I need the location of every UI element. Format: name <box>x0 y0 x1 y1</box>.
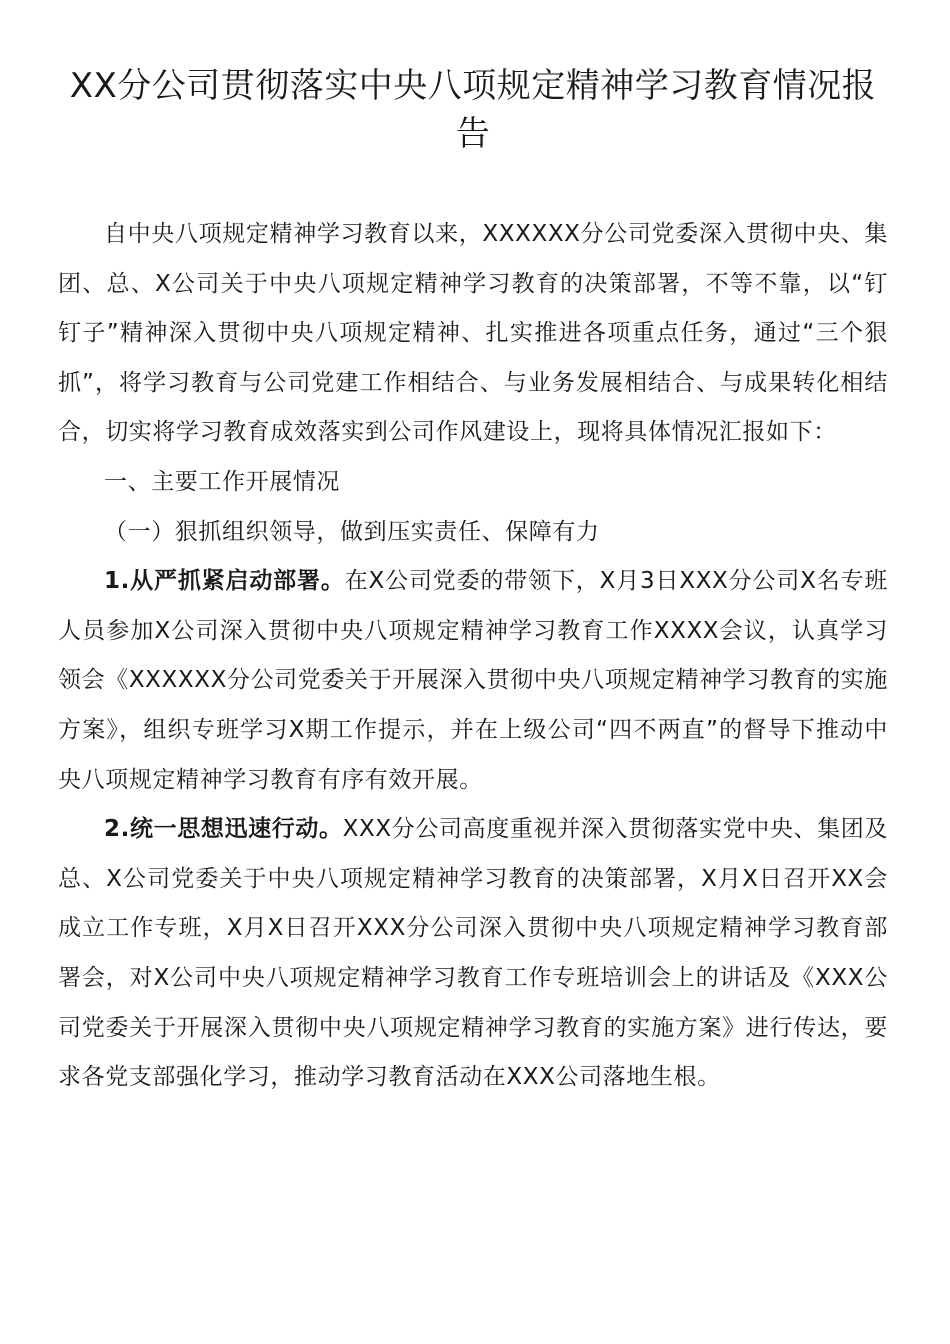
item-1-text: 在X公司党委的带领下，X月3日XXX分公司X名专班人员参加X公司深入贯彻中央八项规定精神学习教育工作XXXX会议，认真学习领会《XXXXXX分公司党委关于开展深入贯彻中央八项规定精神学习教育的实施方案》，组织专班学习X期工作提示，并在上级公司“四不两直”的督导下推动中央八项规定精神学习教育有序有效开展。 <box>58 568 889 793</box>
item-1-lead: 1.从严抓紧启动部署。 <box>104 568 345 595</box>
item-2-lead: 2.统一思想迅速行动。 <box>104 816 343 843</box>
item-paragraph-2 <box>58 805 888 1103</box>
section-heading: 一、主要工作开展情况 <box>104 468 340 495</box>
item-2-text: XXX分公司高度重视并深入贯彻落实党中央、集团及总、X公司党委关于中央八项规定精神学习教育的决策部署，X月X日召开XX会成立工作专班，X月X日召开XXX分公司深入贯彻中央八项规定精神学习教育部署会，对X公司中央八项规定精神学习教育工作专班培训会上的讲话及《XXX公司党委关于开展深入贯彻中央八项规定精神学习教育的实施方案》进行传达，要求各党支部强化学习，推动学习教育活动在XXX公司落地生根。 <box>58 816 889 1091</box>
intro-paragraph: 自中央八项规定精神学习教育以来，XXXXXX分公司党委深入贯彻中央、集团、总、X公司关于中央八项规定精神学习教育的决策部署，不等不靠，以“钉钉子”精神深入贯彻中央八项规定精神、扎实推进各项重点任务，通过“三个狠抓”，将学习教育与公司党建工作相结合、与业务发展相结合、与成果转化相结合，切实将学习教育成效落实到公司作风建设上，现将具体情况汇报如下： <box>58 221 888 446</box>
item-paragraph-1 <box>58 557 888 805</box>
document-body <box>58 210 888 1103</box>
document-title: XX分公司贯彻落实中央八项规定精神学习教育情况报告 <box>69 66 877 154</box>
subsection-heading: （一）狠抓组织领导，做到压实责任、保障有力 <box>104 518 600 545</box>
